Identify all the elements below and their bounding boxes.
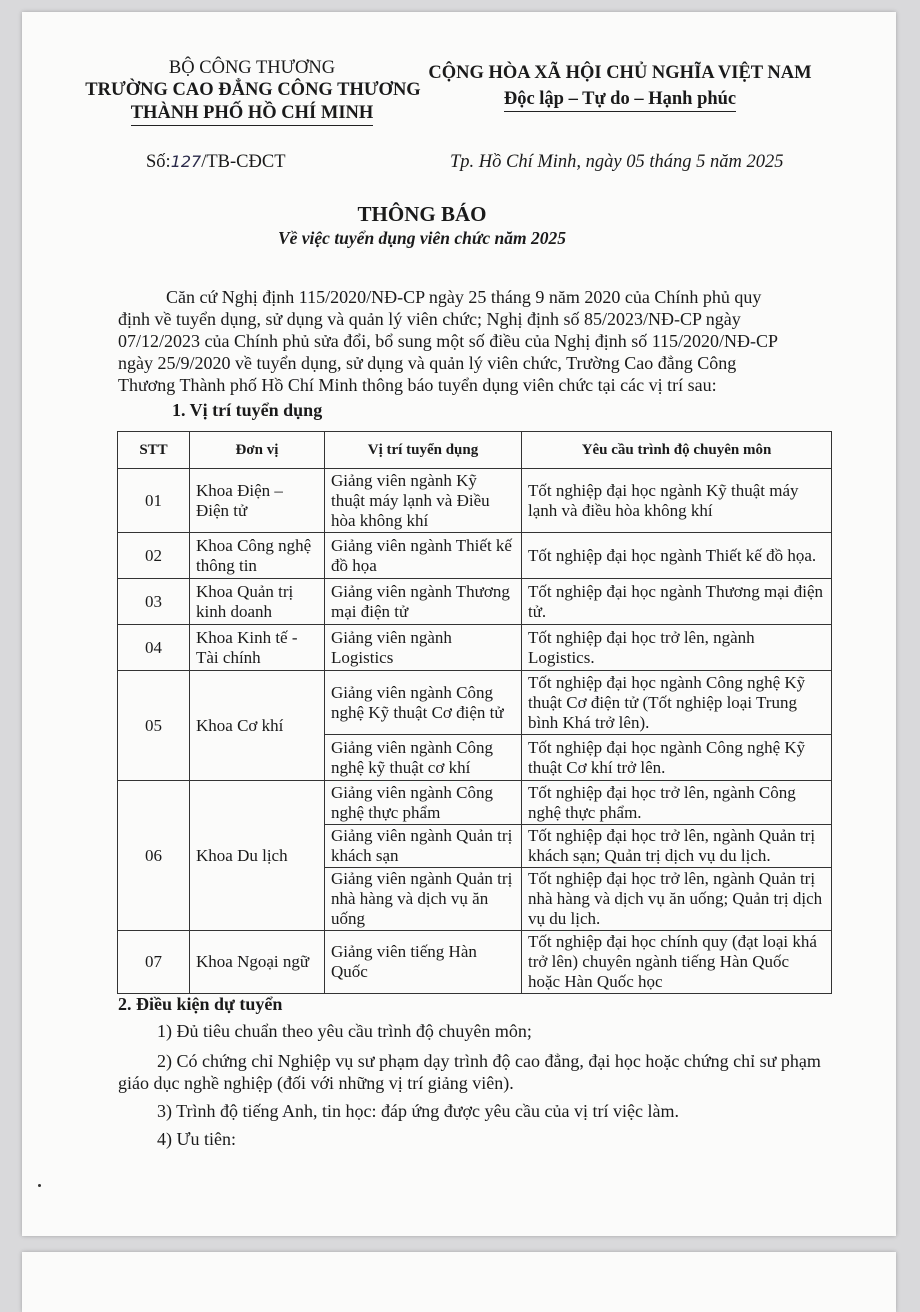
ministry-name: BỘ CÔNG THƯƠNG <box>168 58 336 78</box>
cell-stt: 03 <box>118 579 190 625</box>
cell-position: Giảng viên ngành Thiết kế đồ họa <box>325 533 522 579</box>
cell-requirement: Tốt nghiệp đại học ngành Thương mại điện tử. <box>522 579 832 625</box>
cell-requirement: Tốt nghiệp đại học trở lên, ngành Quản trị nhà hàng và dịch vụ ăn uống; Quản trị dịch vụ du lịch. <box>522 868 832 931</box>
cell-stt: 06 <box>118 781 190 931</box>
intro-line-3: 07/12/2023 của Chính phủ sửa đổi, bổ sung một số điều của Nghị định số 115/2020/NĐ-CP <box>118 331 779 351</box>
col-header-unit: Đơn vị <box>190 432 325 469</box>
condition-4: 4) Ưu tiên: <box>157 1129 236 1149</box>
cell-requirement: Tốt nghiệp đại học trở lên, ngành Công nghệ thực phẩm. <box>522 781 832 825</box>
cell-unit: Khoa Du lịch <box>190 781 325 931</box>
condition-1: 1) Đủ tiêu chuẩn theo yêu cầu trình độ chuyên môn; <box>157 1021 532 1041</box>
table-row <box>118 671 832 735</box>
condition-2: 2) Có chứng chỉ Nghiệp vụ sư phạm dạy trình độ cao đẳng, đại học hoặc chứng chỉ sư phạm <box>157 1051 821 1071</box>
cell-unit: Khoa Công nghệ thông tin <box>190 533 325 579</box>
doc-subtitle: Về việc tuyển dụng viên chức năm 2025 <box>277 228 567 248</box>
table-header-row <box>118 432 832 469</box>
cell-position: Giảng viên ngành Quản trị khách sạn <box>325 825 522 868</box>
cell-position: Giảng viên ngành Quản trị nhà hàng và dịch vụ ăn uống <box>325 868 522 931</box>
cell-stt: 01 <box>118 469 190 533</box>
place-date: Tp. Hồ Chí Minh, ngày 05 tháng 5 năm 2025 <box>450 152 784 172</box>
school-name: TRƯỜNG CAO ĐẲNG CÔNG THƯƠNG <box>85 80 421 100</box>
cell-unit: Khoa Ngoại ngữ <box>190 931 325 994</box>
table-row <box>118 931 832 994</box>
cell-requirement: Tốt nghiệp đại học trở lên, ngành Quản trị khách sạn; Quản trị dịch vụ du lịch. <box>522 825 832 868</box>
cell-stt: 04 <box>118 625 190 671</box>
next-page-edge <box>22 1252 896 1312</box>
condition-3: 3) Trình độ tiếng Anh, tin học: đáp ứng được yêu cầu của vị trí việc làm. <box>157 1101 679 1121</box>
cell-unit: Khoa Quản trị kinh doanh <box>190 579 325 625</box>
document-page <box>22 12 896 1236</box>
doc-title: THÔNG BÁO <box>357 202 487 226</box>
cell-requirement: Tốt nghiệp đại học chính quy (đạt loại khá trở lên) chuyên ngành tiếng Hàn Quốc hoặc Hàn Quốc học <box>522 931 832 994</box>
cell-requirement: Tốt nghiệp đại học ngành Kỹ thuật máy lạnh và điều hòa không khí <box>522 469 832 533</box>
table-row <box>118 781 832 825</box>
motto: Độc lập – Tự do – Hạnh phúc <box>410 89 830 112</box>
cell-position: Giảng viên ngành Kỹ thuật máy lạnh và Điều hòa không khí <box>325 469 522 533</box>
cell-unit: Khoa Cơ khí <box>190 671 325 781</box>
school-city: THÀNH PHỐ HỒ CHÍ MINH <box>82 103 422 126</box>
cell-position: Giảng viên ngành Công nghệ Kỹ thuật Cơ điện tử <box>325 671 522 735</box>
col-header-requirement: Yêu cầu trình độ chuyên môn <box>522 432 832 469</box>
cell-position: Giảng viên ngành Logistics <box>325 625 522 671</box>
intro-line-2: định về tuyển dụng, sử dụng và quản lý viên chức; Nghị định số 85/2023/NĐ-CP ngày <box>118 309 741 329</box>
intro-line-5: Thương Thành phố Hồ Chí Minh thông báo tuyển dụng viên chức tại các vị trí sau: <box>118 375 717 395</box>
section-2-title: 2. Điều kiện dự tuyển <box>118 994 283 1014</box>
cell-unit: Khoa Điện – Điện tử <box>190 469 325 533</box>
cell-stt: 07 <box>118 931 190 994</box>
cell-position: Giảng viên ngành Thương mại điện tử <box>325 579 522 625</box>
table-row <box>118 625 832 671</box>
section-1-title: 1. Vị trí tuyển dụng <box>172 400 323 420</box>
intro-line-1: Căn cứ Nghị định 115/2020/NĐ-CP ngày 25 tháng 9 năm 2020 của Chính phủ quy <box>166 287 762 307</box>
cell-requirement: Tốt nghiệp đại học trở lên, ngành Logistics. <box>522 625 832 671</box>
country-name: CỘNG HÒA XÃ HỘI CHỦ NGHĨA VIỆT NAM <box>428 63 812 83</box>
intro-line-4: ngày 25/9/2020 về tuyển dụng, sử dụng và quản lý viên chức, Trường Cao đẳng Công <box>118 353 737 373</box>
table-row <box>118 579 832 625</box>
col-header-position: Vị trí tuyển dụng <box>325 432 522 469</box>
cell-requirement: Tốt nghiệp đại học ngành Công nghệ Kỹ thuật Cơ điện tử (Tốt nghiệp loại Trung bình Khá trở lên). <box>522 671 832 735</box>
cell-position: Giảng viên ngành Công nghệ thực phẩm <box>325 781 522 825</box>
scan-speck <box>38 1184 41 1187</box>
col-header-stt: STT <box>118 432 190 469</box>
recruitment-table <box>117 431 832 994</box>
table-row <box>118 533 832 579</box>
cell-stt: 05 <box>118 671 190 781</box>
cell-position: Giảng viên tiếng Hàn Quốc <box>325 931 522 994</box>
condition-2-cont: giáo dục nghề nghiệp (đối với những vị trí giảng viên). <box>118 1073 514 1093</box>
table-row <box>118 469 832 533</box>
cell-unit: Khoa Kinh tế - Tài chính <box>190 625 325 671</box>
cell-stt: 02 <box>118 533 190 579</box>
cell-requirement: Tốt nghiệp đại học ngành Thiết kế đồ họa. <box>522 533 832 579</box>
doc-number: Số:127/TB-CĐCT <box>146 152 286 172</box>
cell-requirement: Tốt nghiệp đại học ngành Công nghệ Kỹ thuật Cơ khí trở lên. <box>522 735 832 781</box>
cell-position: Giảng viên ngành Công nghệ kỹ thuật cơ khí <box>325 735 522 781</box>
